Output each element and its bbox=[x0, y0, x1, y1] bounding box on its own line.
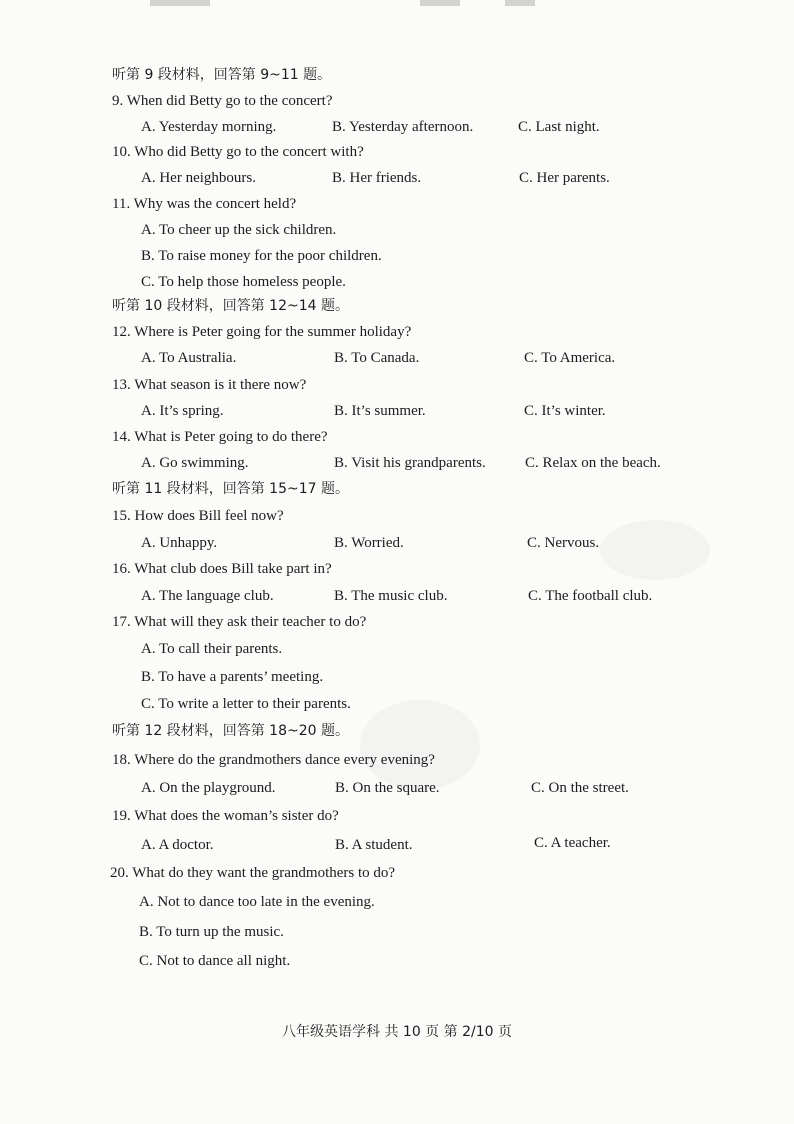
option-a: A. Unhappy. bbox=[141, 535, 218, 551]
question-text: 10. Who did Betty go to the concert with? bbox=[112, 144, 364, 160]
question-text: 14. What is Peter going to do there? bbox=[112, 429, 328, 445]
option-a: A. To cheer up the sick children. bbox=[141, 222, 337, 238]
scan-edge-mark bbox=[420, 0, 460, 6]
section-header: 听第 12 段材料，回答第 18~20 题。 bbox=[112, 723, 349, 739]
option-c: C. A teacher. bbox=[534, 835, 611, 851]
option-b: B. To have a parents’ meeting. bbox=[141, 669, 324, 685]
option-c: C. The football club. bbox=[528, 588, 653, 604]
option-c: C. On the street. bbox=[531, 780, 629, 796]
question-text: 16. What club does Bill take part in? bbox=[112, 561, 332, 577]
option-a: A. Yesterday morning. bbox=[141, 119, 277, 135]
option-b: B. A student. bbox=[335, 837, 413, 853]
question-text: 20. What do they want the grandmothers to do? bbox=[110, 865, 396, 881]
option-b: B. The music club. bbox=[334, 588, 448, 604]
option-c: C. Not to dance all night. bbox=[139, 953, 291, 969]
option-c: C. Relax on the beach. bbox=[525, 455, 661, 471]
option-c: C. To America. bbox=[524, 350, 616, 366]
section-header: 听第 11 段材料，回答第 15~17 题。 bbox=[112, 481, 349, 497]
option-c: C. It’s winter. bbox=[524, 403, 606, 419]
option-a: A. Her neighbours. bbox=[141, 170, 256, 186]
option-b: B. Visit his grandparents. bbox=[334, 455, 486, 471]
option-b: B. To raise money for the poor children. bbox=[141, 248, 382, 264]
option-c: C. To help those homeless people. bbox=[141, 274, 346, 290]
option-a: A. Not to dance too late in the evening. bbox=[139, 894, 375, 910]
option-c: C. Her parents. bbox=[519, 170, 610, 186]
option-b: B. To turn up the music. bbox=[139, 924, 284, 940]
option-a: A. It’s spring. bbox=[141, 403, 224, 419]
scan-smudge bbox=[600, 520, 710, 580]
option-a: A. To call their parents. bbox=[141, 641, 283, 657]
question-text: 18. Where do the grandmothers dance every evening? bbox=[112, 752, 435, 768]
option-a: A. The language club. bbox=[141, 588, 274, 604]
question-text: 17. What will they ask their teacher to do? bbox=[112, 614, 367, 630]
option-c: C. Nervous. bbox=[527, 535, 600, 551]
option-a: A. Go swimming. bbox=[141, 455, 249, 471]
scan-edge-mark bbox=[505, 0, 535, 6]
option-b: B. Yesterday afternoon. bbox=[332, 119, 474, 135]
question-text: 19. What does the woman’s sister do? bbox=[112, 808, 339, 824]
section-header: 听第 9 段材料，回答第 9~11 题。 bbox=[112, 67, 332, 83]
question-text: 9. When did Betty go to the concert? bbox=[112, 93, 333, 109]
question-text: 12. Where is Peter going for the summer holiday? bbox=[112, 324, 412, 340]
option-b: B. Worried. bbox=[334, 535, 404, 551]
option-b: B. It’s summer. bbox=[334, 403, 426, 419]
page-footer: 八年级英语学科 共 10 页 第 2/10 页 bbox=[282, 1024, 512, 1040]
option-a: A. To Australia. bbox=[141, 350, 237, 366]
scan-smudge bbox=[360, 700, 480, 790]
scan-edge-mark bbox=[150, 0, 210, 6]
option-a: A. On the playground. bbox=[141, 780, 276, 796]
option-c: C. Last night. bbox=[518, 119, 600, 135]
option-b: B. To Canada. bbox=[334, 350, 420, 366]
question-text: 11. Why was the concert held? bbox=[112, 196, 297, 212]
option-b: B. On the square. bbox=[335, 780, 440, 796]
section-header: 听第 10 段材料，回答第 12~14 题。 bbox=[112, 298, 349, 314]
question-text: 13. What season is it there now? bbox=[112, 377, 307, 393]
option-b: B. Her friends. bbox=[332, 170, 422, 186]
option-c: C. To write a letter to their parents. bbox=[141, 696, 351, 712]
question-text: 15. How does Bill feel now? bbox=[112, 508, 284, 524]
option-a: A. A doctor. bbox=[141, 837, 214, 853]
